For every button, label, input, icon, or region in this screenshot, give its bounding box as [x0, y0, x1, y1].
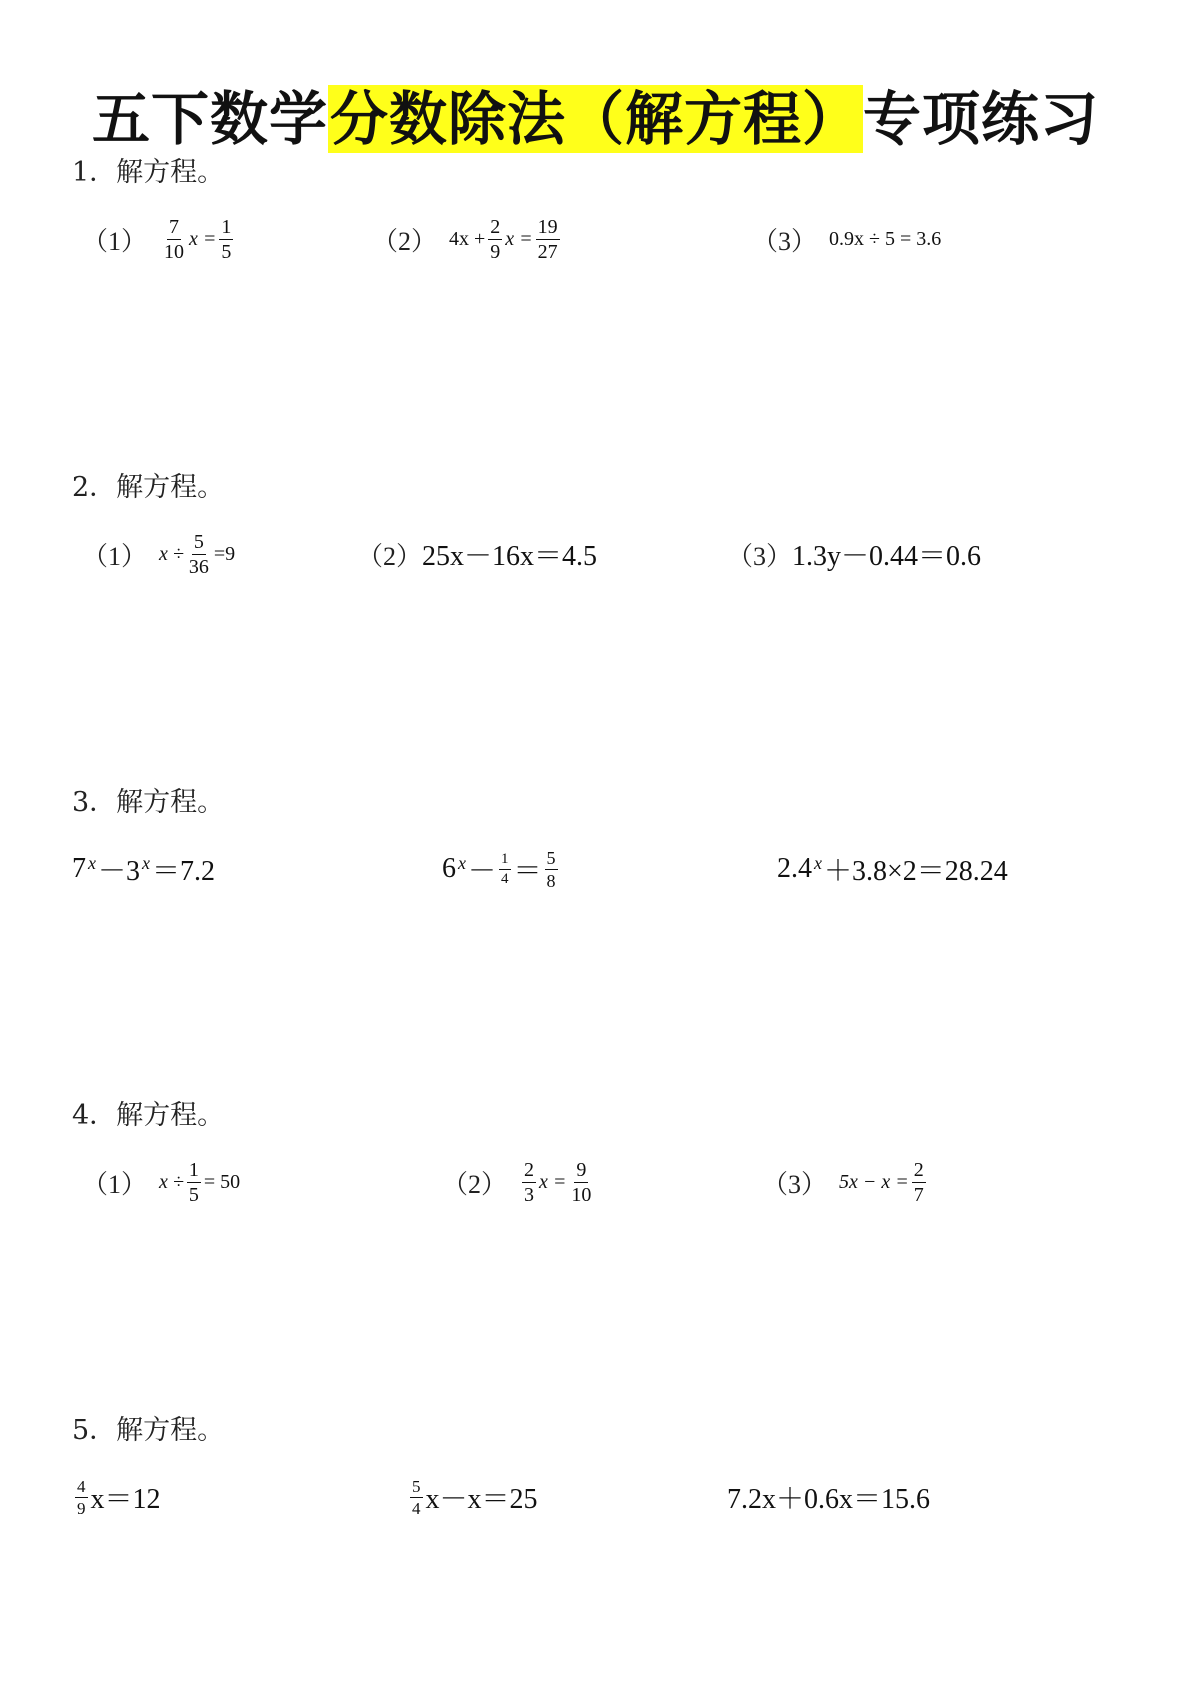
title-part1: 五下数学 [91, 85, 328, 153]
variable: x [814, 852, 822, 873]
section-heading: 5．解方程。 [72, 1415, 225, 1446]
equation: 1.3y－0.44＝0.6 [792, 541, 982, 572]
problem-label: （3） [762, 1169, 828, 1199]
denominator: 10 [571, 1183, 592, 1206]
equation [839, 1160, 929, 1205]
problem-5-2 [407, 1467, 538, 1527]
eq-part: ＝ [513, 856, 542, 887]
problem-label: （1） [82, 1169, 148, 1199]
numerator: 5 [546, 847, 556, 868]
section-4 [72, 1093, 1152, 1212]
problem-1-2 [372, 209, 563, 269]
denominator: 7 [913, 1183, 924, 1206]
problem-3-2 [442, 839, 561, 899]
title-highlight: 分数除法（解方程） [329, 85, 861, 153]
problem-label: （3） [727, 541, 793, 571]
denominator: 4 [501, 870, 509, 887]
numerator: 4 [77, 1476, 86, 1496]
equation [72, 849, 215, 889]
denominator: 8 [546, 870, 556, 891]
eq-pre: 5x − x = [839, 1170, 909, 1193]
eq-part: 2.4 [777, 853, 812, 884]
numerator: 1 [499, 852, 511, 870]
eq-part: 6 [442, 853, 456, 884]
eq-mid: x = [505, 227, 533, 250]
worksheet-title [0, 72, 1191, 156]
denominator: 9 [490, 240, 501, 263]
eq-part: － [468, 856, 497, 887]
equation [407, 1477, 538, 1517]
eq-post: = 50 [203, 1170, 241, 1193]
equation [159, 217, 236, 262]
variable: x [88, 852, 96, 873]
equation: 25x－16x＝4.5 [422, 541, 598, 572]
section-heading: 1．解方程。 [72, 157, 225, 188]
equation [159, 532, 235, 577]
section-1 [72, 150, 1152, 269]
eq-mid: x = [539, 1170, 567, 1193]
problem-label: （1） [82, 226, 148, 256]
problem-label: （1） [82, 541, 148, 571]
section-heading: 3．解方程。 [72, 787, 225, 818]
equation [449, 217, 563, 262]
problem-4-1 [82, 1152, 240, 1212]
equation: 7.2x＋0.6x＝15.6 [727, 1484, 931, 1515]
eq-part: 7 [72, 853, 86, 884]
eq-post: x－x＝25 [425, 1484, 538, 1515]
eq-part: ＝7.2 [152, 856, 216, 887]
eq-post: =9 [213, 542, 236, 565]
denominator: 5 [188, 1183, 199, 1206]
numerator: 9 [576, 1158, 587, 1181]
problem-label: （2） [372, 226, 438, 256]
problem-5-3 [727, 1467, 930, 1527]
eq-pre: x ÷ [159, 1170, 184, 1193]
denominator: 4 [412, 1498, 421, 1518]
denominator: 5 [221, 240, 232, 263]
equation: 0.9x ÷ 5 = 3.6 [829, 227, 942, 250]
numerator: 2 [524, 1158, 535, 1181]
section-heading: 4．解方程。 [72, 1100, 225, 1131]
problem-5-1 [72, 1467, 161, 1527]
numerator: 1 [221, 215, 232, 238]
numerator: 5 [193, 530, 204, 553]
title-part2: 专项练习 [863, 85, 1100, 153]
problem-4-3 [762, 1152, 929, 1212]
section-2 [72, 465, 1152, 584]
numerator: 5 [412, 1476, 421, 1496]
problem-3-1 [72, 839, 215, 899]
problem-2-1 [82, 524, 235, 584]
denominator: 9 [77, 1498, 86, 1518]
eq-mid: x = [189, 227, 217, 250]
equation [72, 1477, 161, 1517]
problem-1-1 [82, 209, 236, 269]
eq-post: x＝12 [90, 1484, 161, 1515]
numerator: 1 [188, 1158, 199, 1181]
eq-part: ＋3.8×2＝28.24 [824, 856, 1008, 887]
denominator: 3 [524, 1183, 535, 1206]
eq-part: －3 [98, 856, 141, 887]
numerator: 2 [490, 215, 501, 238]
problem-label: （2） [442, 1169, 508, 1199]
equation [442, 849, 561, 890]
problem-2-3 [727, 524, 981, 584]
problem-2-2 [357, 524, 597, 584]
numerator: 19 [537, 215, 558, 238]
section-heading: 2．解方程。 [72, 472, 225, 503]
eq-pre: 4x + [449, 227, 486, 250]
problem-label: （3） [752, 226, 818, 256]
problem-4-2 [442, 1152, 596, 1212]
denominator: 27 [537, 240, 558, 263]
numerator: 7 [169, 215, 180, 238]
problem-label: （2） [357, 541, 423, 571]
denominator: 36 [188, 555, 209, 578]
problem-1-3 [752, 209, 941, 269]
equation [159, 1160, 240, 1205]
denominator: 10 [164, 240, 185, 263]
eq-pre: x ÷ [159, 542, 184, 565]
equation [777, 849, 1008, 889]
section-3 [72, 780, 1152, 899]
section-5 [72, 1408, 1152, 1527]
variable: x [458, 852, 466, 873]
numerator: 2 [913, 1158, 924, 1181]
variable: x [142, 852, 151, 873]
problem-3-3 [777, 839, 1008, 899]
equation [519, 1160, 596, 1205]
